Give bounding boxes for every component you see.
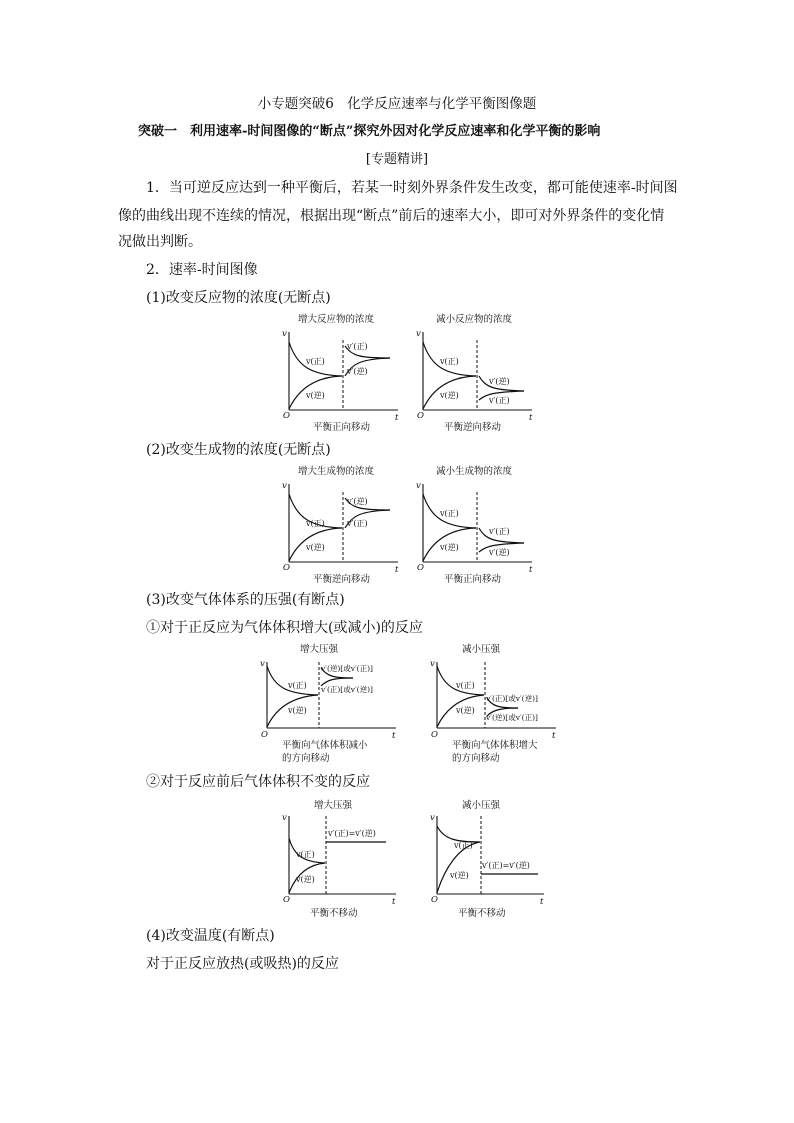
label-vp-fwd: v′(正) [347, 519, 368, 528]
label-v-fwd: v(正) [306, 519, 325, 528]
figure-decrease-pressure-b [428, 798, 558, 922]
axis-label-t: t [395, 413, 399, 423]
axis-label-t: t [392, 897, 396, 907]
figure-caption-line2: 的方向移动 [452, 753, 500, 764]
figure-decrease-product [414, 464, 544, 588]
origin-label: O [417, 411, 424, 421]
label-vp-equal: v′(正)=v′(逆) [328, 829, 376, 838]
figure-title: 减小压强 [462, 800, 501, 811]
label-vp-fwd-or: v′(正)[或v′(逆)] [321, 685, 373, 694]
label-vp-rev-or: v′(逆)[或v′(正)] [321, 664, 373, 673]
figure-caption-line2: 的方向移动 [282, 753, 330, 764]
figure-title: 增大压强 [300, 644, 339, 655]
label-v-rev: v(逆) [288, 706, 307, 715]
label-v-fwd: v(正) [306, 357, 325, 366]
label-vp-rev: v′(逆) [347, 497, 368, 506]
figure-title: 减小反应物的浓度 [436, 314, 513, 325]
axis-label-v: v [416, 481, 421, 491]
heading-pressure-volume-constant: ②对于反应前后气体体积不变的反应 [146, 774, 370, 790]
axis-label-t: t [395, 565, 399, 575]
label-v-rev: v(逆) [440, 391, 459, 400]
origin-label: O [417, 563, 424, 573]
origin-label: O [283, 411, 290, 421]
figure-title: 减小生成物的浓度 [436, 466, 513, 477]
origin-label: O [431, 730, 438, 740]
figure-caption-line1: 平衡向气体体积增大 [452, 740, 538, 751]
label-v-rev: v(逆) [450, 871, 469, 880]
figure-caption: 平衡不移动 [458, 908, 506, 919]
figure-caption-line1: 平衡向气体体积减小 [282, 740, 368, 751]
origin-label: O [431, 895, 438, 905]
heading-temperature: (4)改变温度(有断点) [146, 928, 275, 944]
figure-increase-pressure-a [258, 642, 408, 766]
label-vp-rev: v′(逆) [489, 377, 510, 386]
origin-label: O [283, 563, 290, 573]
figure-caption: 平衡正向移动 [444, 574, 502, 585]
page-title: 小专题突破6 化学反应速率与化学平衡图像题 [257, 96, 537, 112]
heading-reactant-conc: (1)改变反应物的浓度(无断点) [146, 290, 331, 306]
figure-decrease-reactant [414, 312, 544, 436]
paragraph-line: 1．当可逆反应达到一种平衡后，若某一时刻外界条件发生改变，都可能使速率-时间图 [146, 180, 678, 196]
label-v-rev: v(逆) [306, 543, 325, 552]
figure-increase-pressure-b [280, 798, 410, 922]
label-vp-fwd: v′(正) [489, 527, 510, 536]
axis-label-t: t [552, 731, 556, 741]
label-vp-rev-or: v′(逆)[或v′(正)] [486, 713, 538, 722]
label-v-fwd: v(正) [456, 681, 475, 690]
label-vp-fwd-or: v′(正)[或v′(逆)] [486, 694, 538, 703]
label-v-fwd: v(正) [454, 841, 473, 850]
axis-label-t: t [392, 731, 396, 741]
figure-title: 增大压强 [314, 800, 353, 811]
paragraph-line: 像的曲线出现不连续的情况，根据出现“断点”前后的速率大小，即可对外界条件的变化情 [118, 208, 665, 224]
origin-label: O [261, 730, 268, 740]
heading-pressure-volume-change: ①对于正反应为气体体积增大(或减小)的反应 [146, 620, 423, 636]
label-v-rev: v(逆) [296, 875, 315, 884]
axis-label-v: v [260, 659, 265, 669]
figure-caption: 平衡正向移动 [313, 422, 371, 433]
label-vp-rev: v′(逆) [347, 367, 368, 376]
label-v-fwd: v(正) [440, 509, 459, 518]
section-tag: [专题精讲] [365, 152, 429, 167]
axis-label-t: t [529, 565, 533, 575]
heading-pressure: (3)改变气体体系的压强(有断点) [146, 592, 345, 608]
figure-title: 减小压强 [462, 644, 501, 655]
figure-caption: 平衡逆向移动 [444, 422, 502, 433]
section-heading: 突破一 利用速率-时间图像的“断点”探究外因对化学反应速率和化学平衡的影响 [138, 124, 601, 139]
axis-label-v: v [282, 329, 287, 339]
label-vp-fwd: v′(正) [347, 342, 368, 351]
figure-caption: 平衡不移动 [310, 908, 358, 919]
axis-label-t: t [540, 897, 544, 907]
axis-label-v: v [430, 813, 435, 823]
label-v-fwd: v(正) [296, 850, 315, 859]
label-v-fwd: v(正) [440, 357, 459, 366]
figure-increase-reactant [280, 312, 410, 436]
figure-title: 增大生成物的浓度 [298, 466, 375, 477]
heading-product-conc: (2)改变生成物的浓度(无断点) [146, 442, 331, 458]
label-v-rev: v(逆) [440, 543, 459, 552]
paragraph-line: 况做出判断。 [118, 234, 202, 250]
label-vp-fwd: v′(正) [489, 396, 510, 405]
label-v-fwd: v(正) [288, 681, 307, 690]
origin-label: O [283, 895, 290, 905]
axis-label-v: v [282, 813, 287, 823]
axis-label-v: v [282, 481, 287, 491]
label-v-rev: v(逆) [456, 706, 475, 715]
figure-increase-product [280, 464, 410, 588]
label-v-rev: v(逆) [306, 391, 325, 400]
figure-caption: 平衡逆向移动 [313, 574, 371, 585]
axis-label-v: v [416, 329, 421, 339]
heading-rate-time: 2．速率-时间图像 [146, 262, 258, 278]
axis-label-v: v [430, 659, 435, 669]
label-vp-equal: v′(正)=v′(逆) [482, 861, 530, 870]
label-vp-rev: v′(逆) [489, 548, 510, 557]
axis-label-t: t [529, 413, 533, 423]
curve-forward [437, 826, 480, 842]
heading-temperature-exo-endo: 对于正反应放热(或吸热)的反应 [146, 956, 339, 972]
figure-decrease-pressure-a [428, 642, 578, 766]
figure-title: 增大反应物的浓度 [298, 314, 375, 325]
